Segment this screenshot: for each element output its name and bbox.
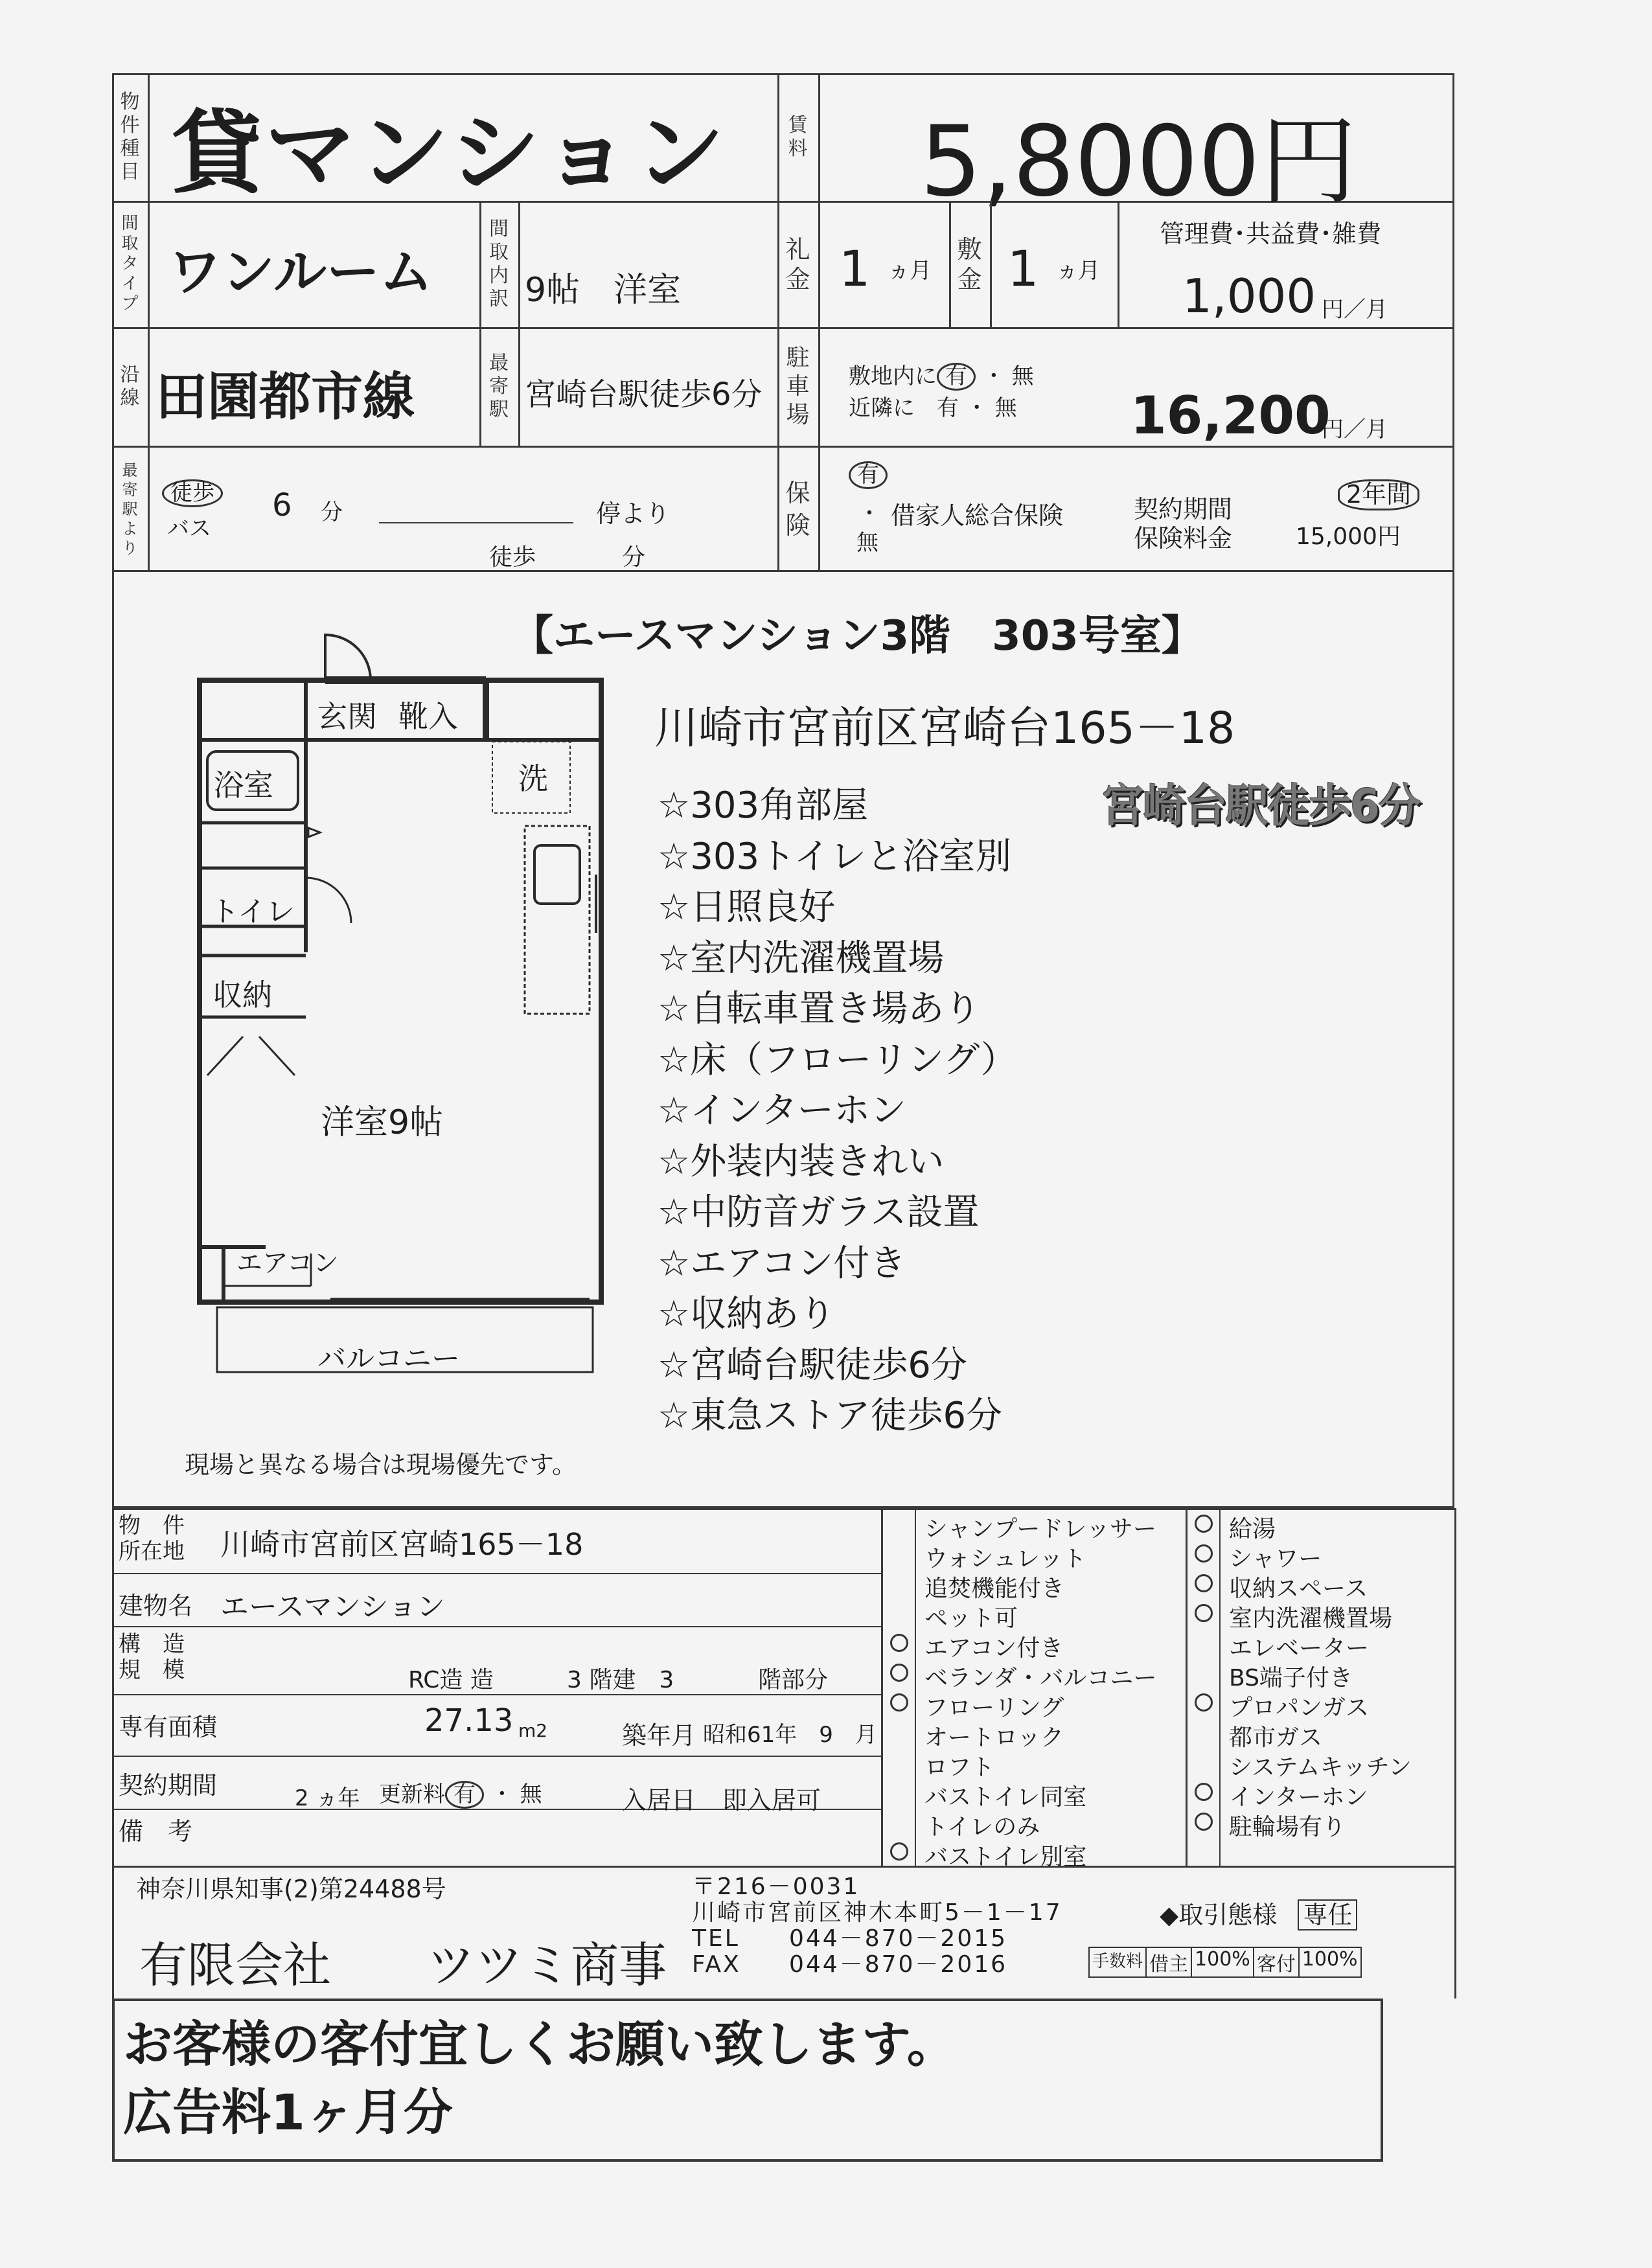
company-fax xyxy=(692,1946,1007,1979)
equipment-row xyxy=(1187,1539,1454,1572)
feature-item: ☆インターホン xyxy=(658,1090,906,1132)
equipment-label: シャンプードレッサー xyxy=(924,1516,1156,1542)
fee-label: 管理費･共益費･雑費 xyxy=(1160,220,1382,248)
feature-item: ☆中防音ガラス設置 xyxy=(658,1191,980,1233)
layout-type-label xyxy=(112,201,148,327)
walk-circled-text: 徒歩 xyxy=(162,479,223,507)
equipment-label: バストイレ別室 xyxy=(924,1844,1087,1870)
equipment-label: シャワー xyxy=(1229,1546,1322,1572)
fee-agent-pct: 100% xyxy=(1302,1948,1358,1971)
unchecked-box-icon[interactable] xyxy=(890,1723,908,1741)
minutes-value: 6 xyxy=(272,487,292,523)
parking-nearby: 近隣に 有 ・ 無 xyxy=(849,395,1017,421)
access-label-char-4: り xyxy=(122,538,138,557)
key-money-label xyxy=(777,201,818,327)
unchecked-box-icon[interactable] xyxy=(890,1574,908,1592)
deal-type xyxy=(1160,1895,1357,1930)
parking-onsite-yes: 有 xyxy=(937,363,976,391)
deal-label: ◆取引態様 xyxy=(1160,1901,1278,1929)
access-label-char-1: 寄 xyxy=(122,480,138,499)
built-value: 昭和61年 9 月 xyxy=(703,1722,877,1748)
company-license: 神奈川県知事(2)第24488号 xyxy=(136,1875,446,1903)
insurance-yes xyxy=(849,461,888,489)
feature-item: ☆303トイレと浴室別 xyxy=(658,835,1012,878)
equipment-row xyxy=(1187,1807,1454,1840)
detail-note: 現場と異なる場合は現場優先です。 xyxy=(185,1450,577,1479)
station-label-char-1: 寄 xyxy=(489,374,509,398)
equipment-row xyxy=(882,1748,1186,1781)
layout-detail-label-char-0: 間 xyxy=(489,217,509,240)
checked-circle-icon[interactable] xyxy=(1195,1574,1213,1592)
fp-balcony: バルコニー xyxy=(317,1342,460,1375)
insurance-label-char-1: 険 xyxy=(785,510,810,540)
deposit-label xyxy=(949,201,990,327)
layout-detail-value: 9帖 洋室 xyxy=(525,271,682,310)
equipment-label: バストイレ同室 xyxy=(924,1784,1087,1811)
renewal xyxy=(379,1776,542,1809)
area-unit: m2 xyxy=(518,1720,548,1741)
structure-label xyxy=(119,1631,185,1683)
feature-item: ☆東急ストア徒歩6分 xyxy=(658,1395,1003,1437)
building-label: 建物名 xyxy=(119,1592,193,1620)
stop-from: 停より xyxy=(596,499,671,528)
contract-label: 契約期間 xyxy=(119,1771,218,1800)
equipment-label: インターホン xyxy=(1229,1784,1368,1811)
footer-line1: お客様の客付宜しくお願い致します。 xyxy=(123,2015,956,2073)
unchecked-box-icon[interactable] xyxy=(1195,1664,1213,1682)
equipment-row xyxy=(1187,1509,1454,1542)
layout-type-label-char-3: イ xyxy=(121,274,139,293)
feature-item: ☆303角部屋 xyxy=(658,785,869,827)
feature-item: ☆収納あり xyxy=(658,1293,836,1335)
fp-storage: 収納 xyxy=(212,978,272,1013)
location-label-2: 所在地 xyxy=(119,1539,185,1564)
layout-type-label-char-1: 取 xyxy=(121,234,139,253)
access-label-char-0: 最 xyxy=(122,461,138,479)
property-type-label-char-2: 種 xyxy=(120,137,140,160)
contract-period-value xyxy=(1338,479,1419,510)
structure-label-2: 規 模 xyxy=(119,1657,185,1683)
access-label-char-2: 駅 xyxy=(122,499,138,518)
line-label-char-0: 沿 xyxy=(120,363,140,386)
movein-label: 入居日 xyxy=(622,1786,696,1815)
line-value: 田園都市線 xyxy=(155,367,415,427)
building-value: エースマンション xyxy=(220,1590,445,1623)
area-value: 27.13 xyxy=(424,1702,514,1739)
parking-label xyxy=(777,327,818,446)
equipment-row xyxy=(882,1658,1186,1691)
deal-value: 専任 xyxy=(1298,1899,1357,1930)
fee-owner: 借主 xyxy=(1147,1948,1192,1976)
equipment-label: 給湯 xyxy=(1229,1516,1276,1542)
fp-washer: 洗 xyxy=(518,761,548,796)
fee-agent: 客付 xyxy=(1254,1948,1300,1976)
equipment-row xyxy=(1187,1688,1454,1721)
rent-value: 5,8000円 xyxy=(920,106,1357,218)
minutes-unit: 分 xyxy=(321,499,343,525)
tel-label: TEL xyxy=(692,1925,740,1952)
line-label-char-1: 線 xyxy=(120,386,140,409)
equipment-row xyxy=(882,1629,1186,1662)
walk2: 徒歩 xyxy=(489,544,536,571)
line-label xyxy=(112,327,148,446)
fp-room: 洋室9帖 xyxy=(321,1103,444,1142)
feature-item: ☆外装内装きれい xyxy=(658,1140,945,1183)
station-stamp: 宮崎台駅徒歩6分 xyxy=(1101,779,1420,832)
key-money-label-char-1: 金 xyxy=(785,264,810,293)
layout-type-label-char-4: プ xyxy=(121,294,139,314)
unchecked-box-icon[interactable] xyxy=(1195,1723,1213,1741)
equipment-label: 駐輪場有り xyxy=(1229,1814,1346,1840)
equipment-right xyxy=(1187,1509,1454,1840)
insurance-yes-text: 有 xyxy=(849,461,888,489)
feature-list xyxy=(658,781,1017,1442)
fp-shoe: 靴入 xyxy=(398,699,458,734)
checked-circle-icon[interactable] xyxy=(890,1842,908,1861)
detail-title: 【エースマンション3階 303号室】 xyxy=(512,612,1203,660)
insurance-fee-label: 保険料金 xyxy=(1134,524,1233,553)
feature-item: ☆宮崎台駅徒歩6分 xyxy=(658,1344,967,1386)
feature-item: ☆エアコン付き xyxy=(658,1242,906,1285)
deposit-label-char-0: 敷 xyxy=(957,235,982,264)
equipment-label: ウォシュレット xyxy=(924,1546,1086,1572)
equipment-row xyxy=(882,1509,1186,1542)
parking-onsite-no: ・ 無 xyxy=(982,363,1034,389)
company-name: 有限会社 ツツミ商事 xyxy=(139,1938,667,1993)
fee-table-label: 手数料 xyxy=(1090,1948,1147,1976)
deposit-unit: ヵ月 xyxy=(1056,258,1100,284)
equipment-label: ペット可 xyxy=(924,1605,1018,1632)
parking-unit: 円／月 xyxy=(1322,417,1388,442)
layout-type-label-char-0: 間 xyxy=(121,214,139,233)
access-label xyxy=(112,446,148,572)
walk-circled xyxy=(162,479,223,507)
equipment-row xyxy=(882,1837,1186,1870)
access-label-char-3: よ xyxy=(122,519,138,538)
structure-part: 階部分 xyxy=(758,1667,829,1693)
company-postal: 〒216－0031 xyxy=(692,1873,860,1900)
equipment-label: トイレのみ xyxy=(924,1814,1040,1840)
equipment-label: ベランダ・バルコニー xyxy=(924,1665,1157,1691)
location-value: 川崎市宮前区宮崎165－18 xyxy=(220,1527,584,1562)
equipment-label: エアコン付き xyxy=(924,1635,1064,1662)
deposit-value: 1 xyxy=(1007,240,1039,297)
fee-owner-pct: 100% xyxy=(1192,1948,1254,1976)
equipment-left xyxy=(882,1509,1186,1870)
layout-type-label-char-2: タ xyxy=(121,254,139,273)
rent-label xyxy=(777,73,818,201)
parking-onsite xyxy=(849,358,1034,391)
feature-item: ☆自転車置き場あり xyxy=(658,988,981,1030)
checked-circle-icon[interactable] xyxy=(890,1664,908,1682)
checked-circle-icon[interactable] xyxy=(890,1693,908,1712)
unchecked-box-icon[interactable] xyxy=(890,1604,908,1622)
checked-circle-icon[interactable] xyxy=(1195,1813,1213,1831)
insurance-label-char-0: 保 xyxy=(785,478,810,507)
station-label-char-0: 最 xyxy=(489,351,509,374)
equipment-label: エレベーター xyxy=(1229,1635,1370,1662)
fp-entrance: 玄関 xyxy=(317,699,377,734)
detail-address: 川崎市宮前区宮崎台165－18 xyxy=(654,703,1235,754)
fp-bath: 浴室 xyxy=(214,768,273,803)
bus-label: バス xyxy=(167,516,211,542)
floor-plan xyxy=(181,622,648,1406)
fax-value: 044－870－2016 xyxy=(789,1951,1008,1978)
fp-aircon: エアコン xyxy=(236,1248,339,1278)
contract-value: 2 ヵ年 xyxy=(295,1785,360,1811)
built-label: 築年月 xyxy=(622,1721,696,1750)
footer-line2: 広告料1ヶ月分 xyxy=(123,2083,453,2141)
equipment-label: ロフト xyxy=(924,1754,995,1781)
parking-onsite-label: 敷地内に xyxy=(849,363,937,389)
equipment-row xyxy=(882,1778,1186,1811)
insurance-dot: ・ xyxy=(858,501,880,527)
equipment-row xyxy=(1187,1778,1454,1811)
equipment-row xyxy=(882,1807,1186,1840)
equipment-label: 収納スペース xyxy=(1229,1575,1368,1602)
equipment-row xyxy=(882,1599,1186,1632)
structure-floors: 3 階建 3 xyxy=(567,1667,674,1693)
equipment-row xyxy=(882,1569,1186,1602)
contract-period-value-text: 2年間 xyxy=(1338,479,1419,510)
fee-value: 1,000 xyxy=(1182,269,1316,323)
equipment-label: 室内洗濯機置場 xyxy=(1229,1605,1393,1632)
key-money-unit: ヵ月 xyxy=(888,258,932,284)
checked-circle-icon[interactable] xyxy=(1195,1783,1213,1801)
property-type-value: 貸マンション xyxy=(172,101,728,207)
layout-detail-label-char-2: 内 xyxy=(489,264,509,287)
property-type-label xyxy=(112,73,148,201)
area-label: 専有面積 xyxy=(119,1713,218,1741)
location-label-1: 物 件 xyxy=(119,1513,185,1539)
key-money-value: 1 xyxy=(839,240,871,297)
renewal-no: ・ 無 xyxy=(490,1781,542,1807)
insurance-name: 借家人総合保険 xyxy=(891,501,1064,530)
equipment-row xyxy=(1187,1748,1454,1781)
renewal-label: 更新料 xyxy=(379,1781,445,1807)
equipment-row xyxy=(1187,1718,1454,1751)
equipment-label: 追焚機能付き xyxy=(924,1575,1065,1602)
property-type-label-char-3: 目 xyxy=(120,160,140,183)
layout-detail-label xyxy=(479,201,518,327)
station-label xyxy=(479,327,518,446)
location-label xyxy=(119,1513,185,1564)
equipment-row xyxy=(1187,1658,1454,1691)
equipment-row xyxy=(1187,1629,1454,1662)
equipment-label: システムキッチン xyxy=(1229,1754,1412,1781)
checked-circle-icon[interactable] xyxy=(890,1634,908,1652)
parking-label-char-0: 駐 xyxy=(786,344,810,371)
movein-value: 即入居可 xyxy=(722,1786,821,1815)
feature-item: ☆日照良好 xyxy=(658,886,836,928)
equipment-label: フローリング xyxy=(924,1695,1064,1721)
deposit-label-char-1: 金 xyxy=(957,264,982,293)
bus-stop-blank xyxy=(379,522,573,523)
parking-label-char-2: 場 xyxy=(786,401,810,428)
feature-item: ☆室内洗濯機置場 xyxy=(658,937,945,979)
unchecked-box-icon[interactable] xyxy=(890,1783,908,1801)
layout-detail-label-char-3: 訳 xyxy=(489,287,509,310)
key-money-label-char-0: 礼 xyxy=(785,235,810,264)
fp-toilet: トイレ xyxy=(211,895,295,928)
checked-circle-icon[interactable] xyxy=(1195,1604,1213,1622)
min2: 分 xyxy=(622,544,646,571)
tel-value: 044－870－2015 xyxy=(789,1925,1008,1952)
fax-label: FAX xyxy=(692,1951,741,1978)
equipment-label: オートロック xyxy=(924,1724,1064,1751)
insurance-label xyxy=(777,446,818,572)
feature-item: ☆床（フローリング） xyxy=(658,1038,1017,1081)
unchecked-box-icon[interactable] xyxy=(1195,1634,1213,1652)
equipment-label: プロパンガス xyxy=(1229,1695,1370,1721)
equipment-row xyxy=(882,1718,1186,1751)
rent-label-char-1: 料 xyxy=(788,137,808,160)
insurance-no: 無 xyxy=(856,530,878,556)
checked-circle-icon[interactable] xyxy=(1195,1693,1213,1712)
equipment-label: 都市ガス xyxy=(1229,1724,1323,1751)
remarks-label: 備 考 xyxy=(119,1817,193,1846)
unchecked-box-icon[interactable] xyxy=(890,1515,908,1533)
checked-circle-icon[interactable] xyxy=(1195,1544,1213,1563)
equipment-row xyxy=(1187,1599,1454,1632)
company-address: 川崎市宮前区神木本町5－1－17 xyxy=(692,1899,1062,1926)
unchecked-box-icon[interactable] xyxy=(890,1813,908,1831)
unchecked-box-icon[interactable] xyxy=(890,1544,908,1563)
rent-label-char-0: 賃 xyxy=(788,113,808,137)
renewal-yes: 有 xyxy=(445,1781,484,1809)
contract-period-label: 契約期間 xyxy=(1134,495,1233,523)
equipment-row xyxy=(1187,1569,1454,1602)
insurance-fee-value: 15,000円 xyxy=(1296,523,1401,550)
equipment-label: BS端子付き xyxy=(1229,1665,1353,1691)
equipment-row xyxy=(882,1688,1186,1721)
fee-unit: 円／月 xyxy=(1322,297,1388,323)
parking-label-char-1: 車 xyxy=(786,372,810,400)
layout-detail-label-char-1: 取 xyxy=(489,240,509,264)
property-type-label-char-0: 物 xyxy=(120,90,140,113)
station-label-char-2: 駅 xyxy=(489,398,509,421)
station-value: 宮崎台駅徒歩6分 xyxy=(525,376,763,413)
fee-table xyxy=(1088,1947,1362,1978)
structure-rc: RC造 造 xyxy=(408,1667,494,1693)
unchecked-box-icon[interactable] xyxy=(1195,1753,1213,1771)
layout-type-value: ワンルーム xyxy=(168,242,433,303)
property-type-label-char-1: 件 xyxy=(120,113,140,137)
structure-label-1: 構 造 xyxy=(119,1631,185,1657)
unchecked-box-icon[interactable] xyxy=(890,1753,908,1771)
parking-value: 16,200 xyxy=(1130,385,1331,446)
equipment-row xyxy=(882,1539,1186,1572)
checked-circle-icon[interactable] xyxy=(1195,1515,1213,1533)
